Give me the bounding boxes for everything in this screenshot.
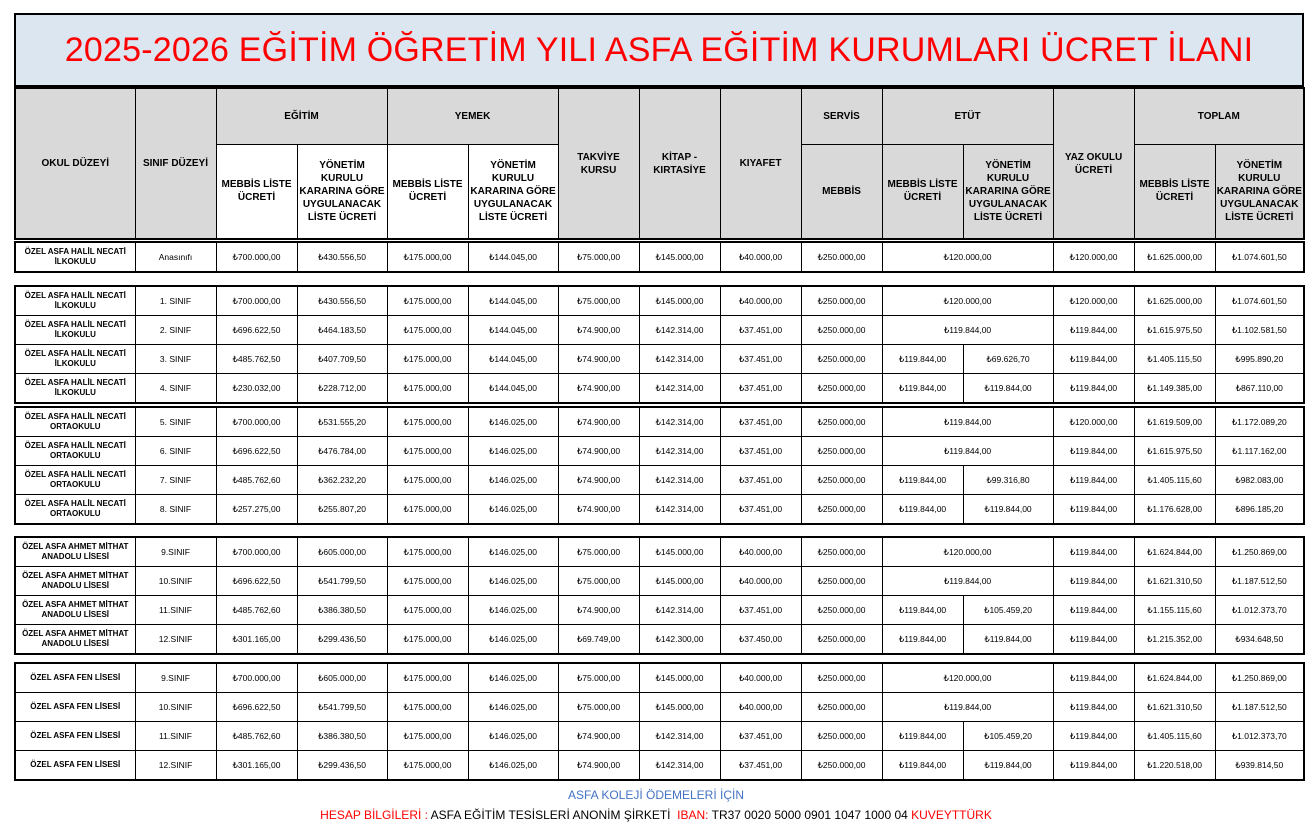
yaz-okulu-cell: ₺119.844,00 [1053,722,1134,751]
etut-yonetim-cell: ₺105.459,20 [963,722,1053,751]
title-banner [14,13,1304,87]
takviye-cell: ₺69.749,00 [558,625,639,655]
footer-note: ASFA KOLEJİ ÖDEMELERİ İÇİN [567,788,745,802]
etut-mebbis-cell: ₺119.844,00 [882,751,963,781]
yemek-mebbis-cell: ₺175.000,00 [387,625,468,655]
table-row [15,437,1304,466]
table-row [15,751,1304,781]
egitim-mebbis-cell: ₺301.165,00 [216,625,297,655]
servis-cell: ₺250.000,00 [801,663,882,693]
takviye-cell: ₺75.000,00 [558,663,639,693]
etut-mebbis-cell: ₺119.844,00 [882,596,963,625]
table-row [15,663,1304,693]
kitap-cell: ₺142.314,00 [639,345,720,374]
group-table [14,285,1305,404]
header-etut-yonetim: YÖNETİM KURULU KARARINA GÖRE UYGULANACAK LİSTE ÜCRETİ [963,144,1053,239]
school-cell: ÖZEL ASFA FEN LİSESİ [15,751,135,781]
kitap-cell: ₺142.314,00 [639,407,720,437]
servis-cell: ₺250.000,00 [801,407,882,437]
yaz-okulu-cell: ₺119.844,00 [1053,437,1134,466]
kitap-cell: ₺145.000,00 [639,537,720,567]
takviye-cell: ₺75.000,00 [558,567,639,596]
page-title: 2025-2026 EĞİTİM ÖĞRETİM YILI ASFA EĞİTİM KURUMLARI ÜCRET İLANI [64,30,1254,69]
group-table [14,406,1305,525]
etut-cell: ₺120.000,00 [882,242,1053,272]
table-row [15,495,1304,525]
toplam-mebbis-cell: ₺1.149.385,00 [1134,374,1215,404]
egitim-yonetim-cell: ₺362.232,20 [297,466,387,495]
kitap-cell: ₺145.000,00 [639,242,720,272]
grade-cell: Anasınıfı [135,242,216,272]
egitim-mebbis-cell: ₺485.762,60 [216,722,297,751]
servis-cell: ₺250.000,00 [801,537,882,567]
grade-cell: 5. SINIF [135,407,216,437]
takviye-cell: ₺74.900,00 [558,596,639,625]
servis-cell: ₺250.000,00 [801,567,882,596]
yemek-yonetim-cell: ₺146.025,00 [468,625,558,655]
takviye-cell: ₺74.900,00 [558,437,639,466]
toplam-yonetim-cell: ₺1.172.089,20 [1215,407,1304,437]
table-row [15,286,1304,316]
yaz-okulu-cell: ₺120.000,00 [1053,407,1134,437]
egitim-mebbis-cell: ₺301.165,00 [216,751,297,781]
servis-cell: ₺250.000,00 [801,693,882,722]
kitap-cell: ₺145.000,00 [639,663,720,693]
toplam-yonetim-cell: ₺1.102.581,50 [1215,316,1304,345]
yemek-mebbis-cell: ₺175.000,00 [387,567,468,596]
takviye-cell: ₺75.000,00 [558,693,639,722]
header-yemek-mebbis: MEBBİS LİSTE ÜCRETİ [387,144,468,239]
toplam-mebbis-cell: ₺1.624.844,00 [1134,663,1215,693]
school-cell: ÖZEL ASFA HALİL NECATİ ORTAOKULU [15,466,135,495]
yemek-yonetim-cell: ₺144.045,00 [468,316,558,345]
kitap-cell: ₺142.314,00 [639,316,720,345]
yemek-mebbis-cell: ₺175.000,00 [387,466,468,495]
kitap-cell: ₺142.314,00 [639,437,720,466]
yaz-okulu-cell: ₺119.844,00 [1053,663,1134,693]
yemek-yonetim-cell: ₺146.025,00 [468,437,558,466]
yaz-okulu-cell: ₺119.844,00 [1053,567,1134,596]
toplam-yonetim-cell: ₺939.814,50 [1215,751,1304,781]
kitap-cell: ₺145.000,00 [639,693,720,722]
table-row [15,242,1304,272]
yaz-okulu-cell: ₺119.844,00 [1053,495,1134,525]
egitim-yonetim-cell: ₺430.556,50 [297,286,387,316]
kiyafet-cell: ₺37.451,00 [720,596,801,625]
grade-cell: 4. SINIF [135,374,216,404]
servis-cell: ₺250.000,00 [801,374,882,404]
kiyafet-cell: ₺37.451,00 [720,437,801,466]
servis-cell: ₺250.000,00 [801,286,882,316]
header-etut: ETÜT [882,88,1053,144]
takviye-cell: ₺74.900,00 [558,495,639,525]
toplam-mebbis-cell: ₺1.215.352,00 [1134,625,1215,655]
kitap-cell: ₺142.314,00 [639,722,720,751]
kitap-cell: ₺142.300,00 [639,625,720,655]
yaz-okulu-cell: ₺119.844,00 [1053,537,1134,567]
etut-cell: ₺119.844,00 [882,316,1053,345]
servis-cell: ₺250.000,00 [801,495,882,525]
school-cell: ÖZEL ASFA HALİL NECATİ İLKOKULU [15,374,135,404]
etut-cell: ₺120.000,00 [882,537,1053,567]
etut-yonetim-cell: ₺119.844,00 [963,374,1053,404]
yemek-mebbis-cell: ₺175.000,00 [387,751,468,781]
yemek-yonetim-cell: ₺146.025,00 [468,407,558,437]
takviye-cell: ₺74.900,00 [558,316,639,345]
kitap-cell: ₺145.000,00 [639,567,720,596]
etut-mebbis-cell: ₺119.844,00 [882,722,963,751]
egitim-mebbis-cell: ₺230.032,00 [216,374,297,404]
takviye-cell: ₺75.000,00 [558,286,639,316]
grade-cell: 11.SINIF [135,722,216,751]
etut-cell: ₺119.844,00 [882,437,1053,466]
toplam-mebbis-cell: ₺1.624.844,00 [1134,537,1215,567]
yemek-mebbis-cell: ₺175.000,00 [387,596,468,625]
yaz-okulu-cell: ₺119.844,00 [1053,345,1134,374]
grade-cell: 9.SINIF [135,537,216,567]
kiyafet-cell: ₺40.000,00 [720,537,801,567]
toplam-yonetim-cell: ₺1.012.373,70 [1215,596,1304,625]
etut-yonetim-cell: ₺119.844,00 [963,751,1053,781]
toplam-mebbis-cell: ₺1.405.115,60 [1134,722,1215,751]
yemek-mebbis-cell: ₺175.000,00 [387,407,468,437]
takviye-cell: ₺75.000,00 [558,242,639,272]
egitim-yonetim-cell: ₺531.555,20 [297,407,387,437]
takviye-cell: ₺74.900,00 [558,751,639,781]
yaz-okulu-cell: ₺120.000,00 [1053,242,1134,272]
toplam-yonetim-cell: ₺982.083,00 [1215,466,1304,495]
school-cell: ÖZEL ASFA AHMET MİTHAT ANADOLU LİSESİ [15,567,135,596]
takviye-cell: ₺74.900,00 [558,374,639,404]
yemek-mebbis-cell: ₺175.000,00 [387,345,468,374]
yemek-mebbis-cell: ₺175.000,00 [387,374,468,404]
egitim-yonetim-cell: ₺299.436,50 [297,751,387,781]
etut-yonetim-cell: ₺119.844,00 [963,495,1053,525]
egitim-yonetim-cell: ₺228.712,00 [297,374,387,404]
school-cell: ÖZEL ASFA HALİL NECATİ İLKOKULU [15,316,135,345]
footer-bank: KUVEYTTÜRK [911,808,992,822]
etut-cell: ₺119.844,00 [882,567,1053,596]
yemek-yonetim-cell: ₺144.045,00 [468,286,558,316]
egitim-mebbis-cell: ₺700.000,00 [216,407,297,437]
school-cell: ÖZEL ASFA AHMET MİTHAT ANADOLU LİSESİ [15,596,135,625]
etut-mebbis-cell: ₺119.844,00 [882,495,963,525]
yaz-okulu-cell: ₺119.844,00 [1053,466,1134,495]
kiyafet-cell: ₺37.451,00 [720,316,801,345]
yemek-yonetim-cell: ₺144.045,00 [468,345,558,374]
yemek-yonetim-cell: ₺146.025,00 [468,596,558,625]
egitim-mebbis-cell: ₺700.000,00 [216,242,297,272]
egitim-yonetim-cell: ₺605.000,00 [297,537,387,567]
toplam-mebbis-cell: ₺1.625.000,00 [1134,242,1215,272]
egitim-yonetim-cell: ₺430.556,50 [297,242,387,272]
toplam-yonetim-cell: ₺1.250.869,00 [1215,663,1304,693]
egitim-yonetim-cell: ₺386.380,50 [297,596,387,625]
grade-cell: 7. SINIF [135,466,216,495]
egitim-mebbis-cell: ₺257.275,00 [216,495,297,525]
header-toplam-yonetim: YÖNETİM KURULU KARARINA GÖRE UYGULANACAK LİSTE ÜCRETİ [1215,144,1304,239]
etut-cell: ₺119.844,00 [882,407,1053,437]
yemek-mebbis-cell: ₺175.000,00 [387,286,468,316]
egitim-yonetim-cell: ₺541.799,50 [297,693,387,722]
toplam-yonetim-cell: ₺896.185,20 [1215,495,1304,525]
yaz-okulu-cell: ₺119.844,00 [1053,596,1134,625]
grade-cell: 10.SINIF [135,567,216,596]
etut-yonetim-cell: ₺119.844,00 [963,625,1053,655]
table-row [15,625,1304,655]
yemek-mebbis-cell: ₺175.000,00 [387,537,468,567]
takviye-cell: ₺74.900,00 [558,407,639,437]
grade-cell: 3. SINIF [135,345,216,374]
egitim-yonetim-cell: ₺476.784,00 [297,437,387,466]
yaz-okulu-cell: ₺119.844,00 [1053,625,1134,655]
etut-cell: ₺119.844,00 [882,693,1053,722]
egitim-mebbis-cell: ₺696.622,50 [216,567,297,596]
group-table [14,241,1305,273]
etut-mebbis-cell: ₺119.844,00 [882,466,963,495]
kiyafet-cell: ₺37.451,00 [720,345,801,374]
table-row [15,407,1304,437]
table-row [15,466,1304,495]
header-servis-mebbis: MEBBİS [801,144,882,239]
servis-cell: ₺250.000,00 [801,242,882,272]
grade-cell: 10.SINIF [135,693,216,722]
yemek-yonetim-cell: ₺146.025,00 [468,693,558,722]
kiyafet-cell: ₺40.000,00 [720,242,801,272]
egitim-yonetim-cell: ₺541.799,50 [297,567,387,596]
yemek-mebbis-cell: ₺175.000,00 [387,722,468,751]
header-toplam-mebbis: MEBBİS LİSTE ÜCRETİ [1134,144,1215,239]
footer-account-info [0,808,1312,822]
school-cell: ÖZEL ASFA FEN LİSESİ [15,722,135,751]
servis-cell: ₺250.000,00 [801,625,882,655]
toplam-mebbis-cell: ₺1.220.518,00 [1134,751,1215,781]
grade-cell: 1. SINIF [135,286,216,316]
egitim-mebbis-cell: ₺696.622,50 [216,316,297,345]
grade-cell: 2. SINIF [135,316,216,345]
toplam-mebbis-cell: ₺1.176.628,00 [1134,495,1215,525]
yaz-okulu-cell: ₺119.844,00 [1053,374,1134,404]
footer-hesap-label: HESAP BİLGİLERİ : [320,808,431,822]
header-sinif: SINIF DÜZEYİ [135,88,216,239]
egitim-yonetim-cell: ₺605.000,00 [297,663,387,693]
egitim-mebbis-cell: ₺696.622,50 [216,693,297,722]
header-yaz: YAZ OKULU ÜCRETİ [1053,88,1134,239]
toplam-mebbis-cell: ₺1.615.975,50 [1134,316,1215,345]
egitim-mebbis-cell: ₺700.000,00 [216,537,297,567]
group-table [14,536,1305,655]
footer-iban-label: IBAN: [677,808,709,822]
servis-cell: ₺250.000,00 [801,751,882,781]
etut-cell: ₺120.000,00 [882,286,1053,316]
toplam-yonetim-cell: ₺1.187.512,50 [1215,567,1304,596]
yaz-okulu-cell: ₺119.844,00 [1053,751,1134,781]
school-cell: ÖZEL ASFA AHMET MİTHAT ANADOLU LİSESİ [15,537,135,567]
toplam-mebbis-cell: ₺1.621.310,50 [1134,567,1215,596]
etut-cell: ₺120.000,00 [882,663,1053,693]
yemek-mebbis-cell: ₺175.000,00 [387,693,468,722]
yemek-yonetim-cell: ₺146.025,00 [468,663,558,693]
takviye-cell: ₺74.900,00 [558,466,639,495]
takviye-cell: ₺74.900,00 [558,345,639,374]
header-takviye: TAKVİYE KURSU [558,88,639,239]
header-table [14,87,1305,240]
yaz-okulu-cell: ₺120.000,00 [1053,286,1134,316]
header-egitim-mebbis: MEBBİS LİSTE ÜCRETİ [216,144,297,239]
kitap-cell: ₺142.314,00 [639,466,720,495]
kitap-cell: ₺142.314,00 [639,374,720,404]
header-okul: OKUL DÜZEYİ [15,88,135,239]
toplam-mebbis-cell: ₺1.615.975,50 [1134,437,1215,466]
egitim-yonetim-cell: ₺299.436,50 [297,625,387,655]
egitim-yonetim-cell: ₺386.380,50 [297,722,387,751]
school-cell: ÖZEL ASFA HALİL NECATİ İLKOKULU [15,242,135,272]
school-cell: ÖZEL ASFA HALİL NECATİ ORTAOKULU [15,495,135,525]
header-yemek: YEMEK [387,88,558,144]
etut-mebbis-cell: ₺119.844,00 [882,345,963,374]
header-servis: SERVİS [801,88,882,144]
school-cell: ÖZEL ASFA HALİL NECATİ İLKOKULU [15,286,135,316]
yemek-yonetim-cell: ₺144.045,00 [468,242,558,272]
grade-cell: 12.SINIF [135,625,216,655]
school-cell: ÖZEL ASFA FEN LİSESİ [15,693,135,722]
toplam-mebbis-cell: ₺1.405.115,50 [1134,345,1215,374]
servis-cell: ₺250.000,00 [801,596,882,625]
etut-yonetim-cell: ₺105.459,20 [963,596,1053,625]
kiyafet-cell: ₺37.451,00 [720,495,801,525]
egitim-mebbis-cell: ₺485.762,60 [216,466,297,495]
footer-iban: TR37 0020 5000 0901 1047 1000 04 [708,808,912,822]
yemek-yonetim-cell: ₺146.025,00 [468,722,558,751]
header-yemek-yonetim: YÖNETİM KURULU KARARINA GÖRE UYGULANACAK LİSTE ÜCRETİ [468,144,558,239]
yemek-yonetim-cell: ₺146.025,00 [468,567,558,596]
table-row [15,567,1304,596]
table-row [15,722,1304,751]
header-kitap: KİTAP - KIRTASİYE [639,88,720,239]
kitap-cell: ₺145.000,00 [639,286,720,316]
header-etut-mebbis: MEBBİS LİSTE ÜCRETİ [882,144,963,239]
servis-cell: ₺250.000,00 [801,316,882,345]
header-toplam: TOPLAM [1134,88,1304,144]
egitim-mebbis-cell: ₺700.000,00 [216,286,297,316]
table-row [15,345,1304,374]
servis-cell: ₺250.000,00 [801,437,882,466]
yaz-okulu-cell: ₺119.844,00 [1053,693,1134,722]
table-row [15,596,1304,625]
toplam-yonetim-cell: ₺1.250.869,00 [1215,537,1304,567]
grade-cell: 6. SINIF [135,437,216,466]
grade-cell: 8. SINIF [135,495,216,525]
school-cell: ÖZEL ASFA HALİL NECATİ ORTAOKULU [15,407,135,437]
etut-yonetim-cell: ₺99.316,80 [963,466,1053,495]
toplam-yonetim-cell: ₺1.187.512,50 [1215,693,1304,722]
egitim-mebbis-cell: ₺485.762,50 [216,345,297,374]
yemek-yonetim-cell: ₺146.025,00 [468,495,558,525]
yaz-okulu-cell: ₺119.844,00 [1053,316,1134,345]
servis-cell: ₺250.000,00 [801,345,882,374]
kiyafet-cell: ₺37.451,00 [720,466,801,495]
table-row [15,693,1304,722]
servis-cell: ₺250.000,00 [801,466,882,495]
yemek-yonetim-cell: ₺144.045,00 [468,374,558,404]
etut-mebbis-cell: ₺119.844,00 [882,374,963,404]
toplam-yonetim-cell: ₺1.012.373,70 [1215,722,1304,751]
yemek-mebbis-cell: ₺175.000,00 [387,663,468,693]
yemek-mebbis-cell: ₺175.000,00 [387,437,468,466]
toplam-mebbis-cell: ₺1.621.310,50 [1134,693,1215,722]
yemek-mebbis-cell: ₺175.000,00 [387,316,468,345]
footer-company: ASFA EĞİTİM TESİSLERİ ANONİM ŞİRKETİ [430,808,671,822]
egitim-yonetim-cell: ₺255.807,20 [297,495,387,525]
table-row [15,316,1304,345]
header-egitim: EĞİTİM [216,88,387,144]
yemek-mebbis-cell: ₺175.000,00 [387,495,468,525]
egitim-mebbis-cell: ₺485.762,60 [216,596,297,625]
servis-cell: ₺250.000,00 [801,722,882,751]
egitim-mebbis-cell: ₺696.622,50 [216,437,297,466]
grade-cell: 9.SINIF [135,663,216,693]
kitap-cell: ₺142.314,00 [639,596,720,625]
toplam-yonetim-cell: ₺867.110,00 [1215,374,1304,404]
kiyafet-cell: ₺40.000,00 [720,663,801,693]
group-table [14,662,1305,781]
yemek-mebbis-cell: ₺175.000,00 [387,242,468,272]
yemek-yonetim-cell: ₺146.025,00 [468,466,558,495]
etut-mebbis-cell: ₺119.844,00 [882,625,963,655]
school-cell: ÖZEL ASFA HALİL NECATİ ORTAOKULU [15,437,135,466]
kiyafet-cell: ₺37.451,00 [720,751,801,781]
egitim-yonetim-cell: ₺407.709,50 [297,345,387,374]
kiyafet-cell: ₺40.000,00 [720,286,801,316]
toplam-yonetim-cell: ₺1.117.162,00 [1215,437,1304,466]
toplam-mebbis-cell: ₺1.155.115,60 [1134,596,1215,625]
kiyafet-cell: ₺40.000,00 [720,567,801,596]
kiyafet-cell: ₺37.451,00 [720,407,801,437]
kiyafet-cell: ₺37.451,00 [720,722,801,751]
kiyafet-cell: ₺40.000,00 [720,693,801,722]
grade-cell: 11.SINIF [135,596,216,625]
table-row [15,374,1304,404]
yemek-yonetim-cell: ₺146.025,00 [468,751,558,781]
toplam-yonetim-cell: ₺995.890,20 [1215,345,1304,374]
toplam-yonetim-cell: ₺1.074.601,50 [1215,242,1304,272]
toplam-mebbis-cell: ₺1.625.000,00 [1134,286,1215,316]
school-cell: ÖZEL ASFA AHMET MİTHAT ANADOLU LİSESİ [15,625,135,655]
kitap-cell: ₺142.314,00 [639,751,720,781]
toplam-yonetim-cell: ₺934.648,50 [1215,625,1304,655]
toplam-mebbis-cell: ₺1.405.115,60 [1134,466,1215,495]
kiyafet-cell: ₺37.451,00 [720,374,801,404]
takviye-cell: ₺74.900,00 [558,722,639,751]
school-cell: ÖZEL ASFA HALİL NECATİ İLKOKULU [15,345,135,374]
kiyafet-cell: ₺37.450,00 [720,625,801,655]
toplam-yonetim-cell: ₺1.074.601,50 [1215,286,1304,316]
egitim-mebbis-cell: ₺700.000,00 [216,663,297,693]
egitim-yonetim-cell: ₺464.183,50 [297,316,387,345]
kitap-cell: ₺142.314,00 [639,495,720,525]
grade-cell: 12.SINIF [135,751,216,781]
etut-yonetim-cell: ₺69.626,70 [963,345,1053,374]
yemek-yonetim-cell: ₺146.025,00 [468,537,558,567]
takviye-cell: ₺75.000,00 [558,537,639,567]
school-cell: ÖZEL ASFA FEN LİSESİ [15,663,135,693]
table-row [15,537,1304,567]
header-egitim-yonetim: YÖNETİM KURULU KARARINA GÖRE UYGULANACAK LİSTE ÜCRETİ [297,144,387,239]
header-kiyafet: KIYAFET [720,88,801,239]
toplam-mebbis-cell: ₺1.619.509,00 [1134,407,1215,437]
